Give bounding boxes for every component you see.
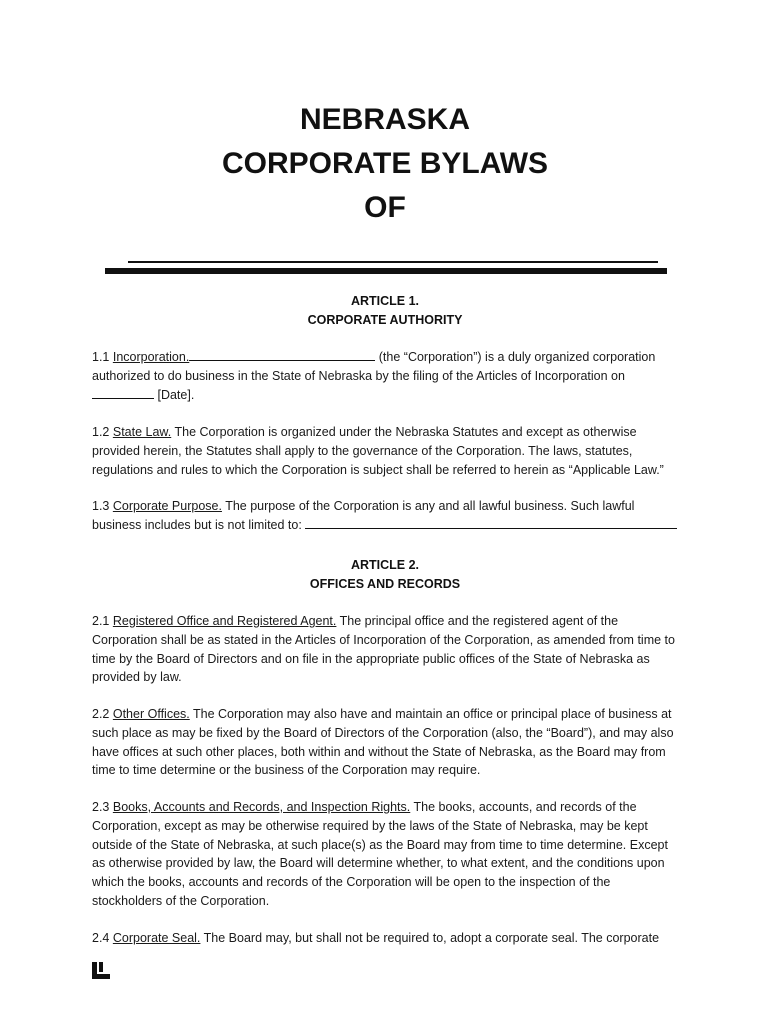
section-2-4: 2.4 Corporate Seal. The Board may, but shall not be required to, adopt a corporate seal. The corporate [92,931,660,945]
article-2-subheading: OFFICES AND RECORDS [309,577,461,591]
title-line-3: OF [364,191,406,224]
title-line-2: CORPORATE BYLAWS [221,147,549,180]
article-1-subheading: CORPORATE AUTHORITY [307,313,463,327]
section-2-2: 2.2 Other Offices. The Corporation may also have and maintain an office or principal place of business at such place as may be fixed by the Board of Directors of the Corporation (also, the “Board”), and may also have offices at such other places, both within and without the State of Nebraska, as the Board may from time to time determine or the business of the Corporation may require. [92,707,674,778]
section-1-2-label: State Law. [112,425,172,439]
article-1-heading: ARTICLE 1. [350,294,420,308]
corporation-name-field[interactable] [189,349,375,361]
title-line-1: NEBRASKA [299,103,470,136]
section-1-1-label: Incorporation. [112,350,190,364]
incorporation-date-field[interactable] [92,387,154,399]
section-2-2-label: Other Offices. [112,707,190,721]
business-purpose-field[interactable] [305,517,677,529]
section-1-2: 1.2 State Law. The Corporation is organized under the Nebraska Statutes and except as otherwise provided herein, the Statutes shall apply to the governance of the Corporation. The laws, statutes, regulations and rules to which the Corporation is subject shall be referred to herein as “Applicable Law.” [92,425,664,477]
section-2-1: 2.1 Registered Office and Registered Agent. The principal office and the registered agent of the Corporation shall be as stated in the Articles of Incorporation of the Corporation, as amended from time to time by the Board of Directors and on file in the appropriate public offices of the State of Nebraska as provided by law. [92,614,675,685]
section-1-3-label: Corporate Purpose. [112,499,222,513]
section-2-1-label: Registered Office and Registered Agent. [112,614,337,628]
section-2-3-label: Books, Accounts and Records, and Inspection Rights. [112,800,411,814]
section-2-3: 2.3 Books, Accounts and Records, and Inspection Rights. The books, accounts, and records of the Corporation, except as may be otherwise required by the laws of the State of Nebraska, may be kept outside of the State of Nebraska, at such place(s) as the Board may from time to time determine. Except as otherwise provided by law, the Board will determine whether, to what extent, and the conditions upon which the books, accounts and records of the Corporation will be open to the inspection of the stockholders of the Corporation. [92,800,668,908]
section-1-3: 1.3 Corporate Purpose. The purpose of the Corporation is any and all lawful business. Such lawful business includes but is not limited to: [92,497,680,535]
corporation-name-blank [128,261,658,263]
section-2-4-label: Corporate Seal. [112,931,201,945]
title-divider [105,268,667,274]
section-1-1: 1.1 Incorporation. (the “Corporation”) is a duly organized corporation authorized to do business in the State of Nebraska by the filing of the Articles of Incorporation on [Date]. [92,350,656,402]
article-2-heading: ARTICLE 2. [350,558,420,572]
document-logo-icon [92,962,110,979]
